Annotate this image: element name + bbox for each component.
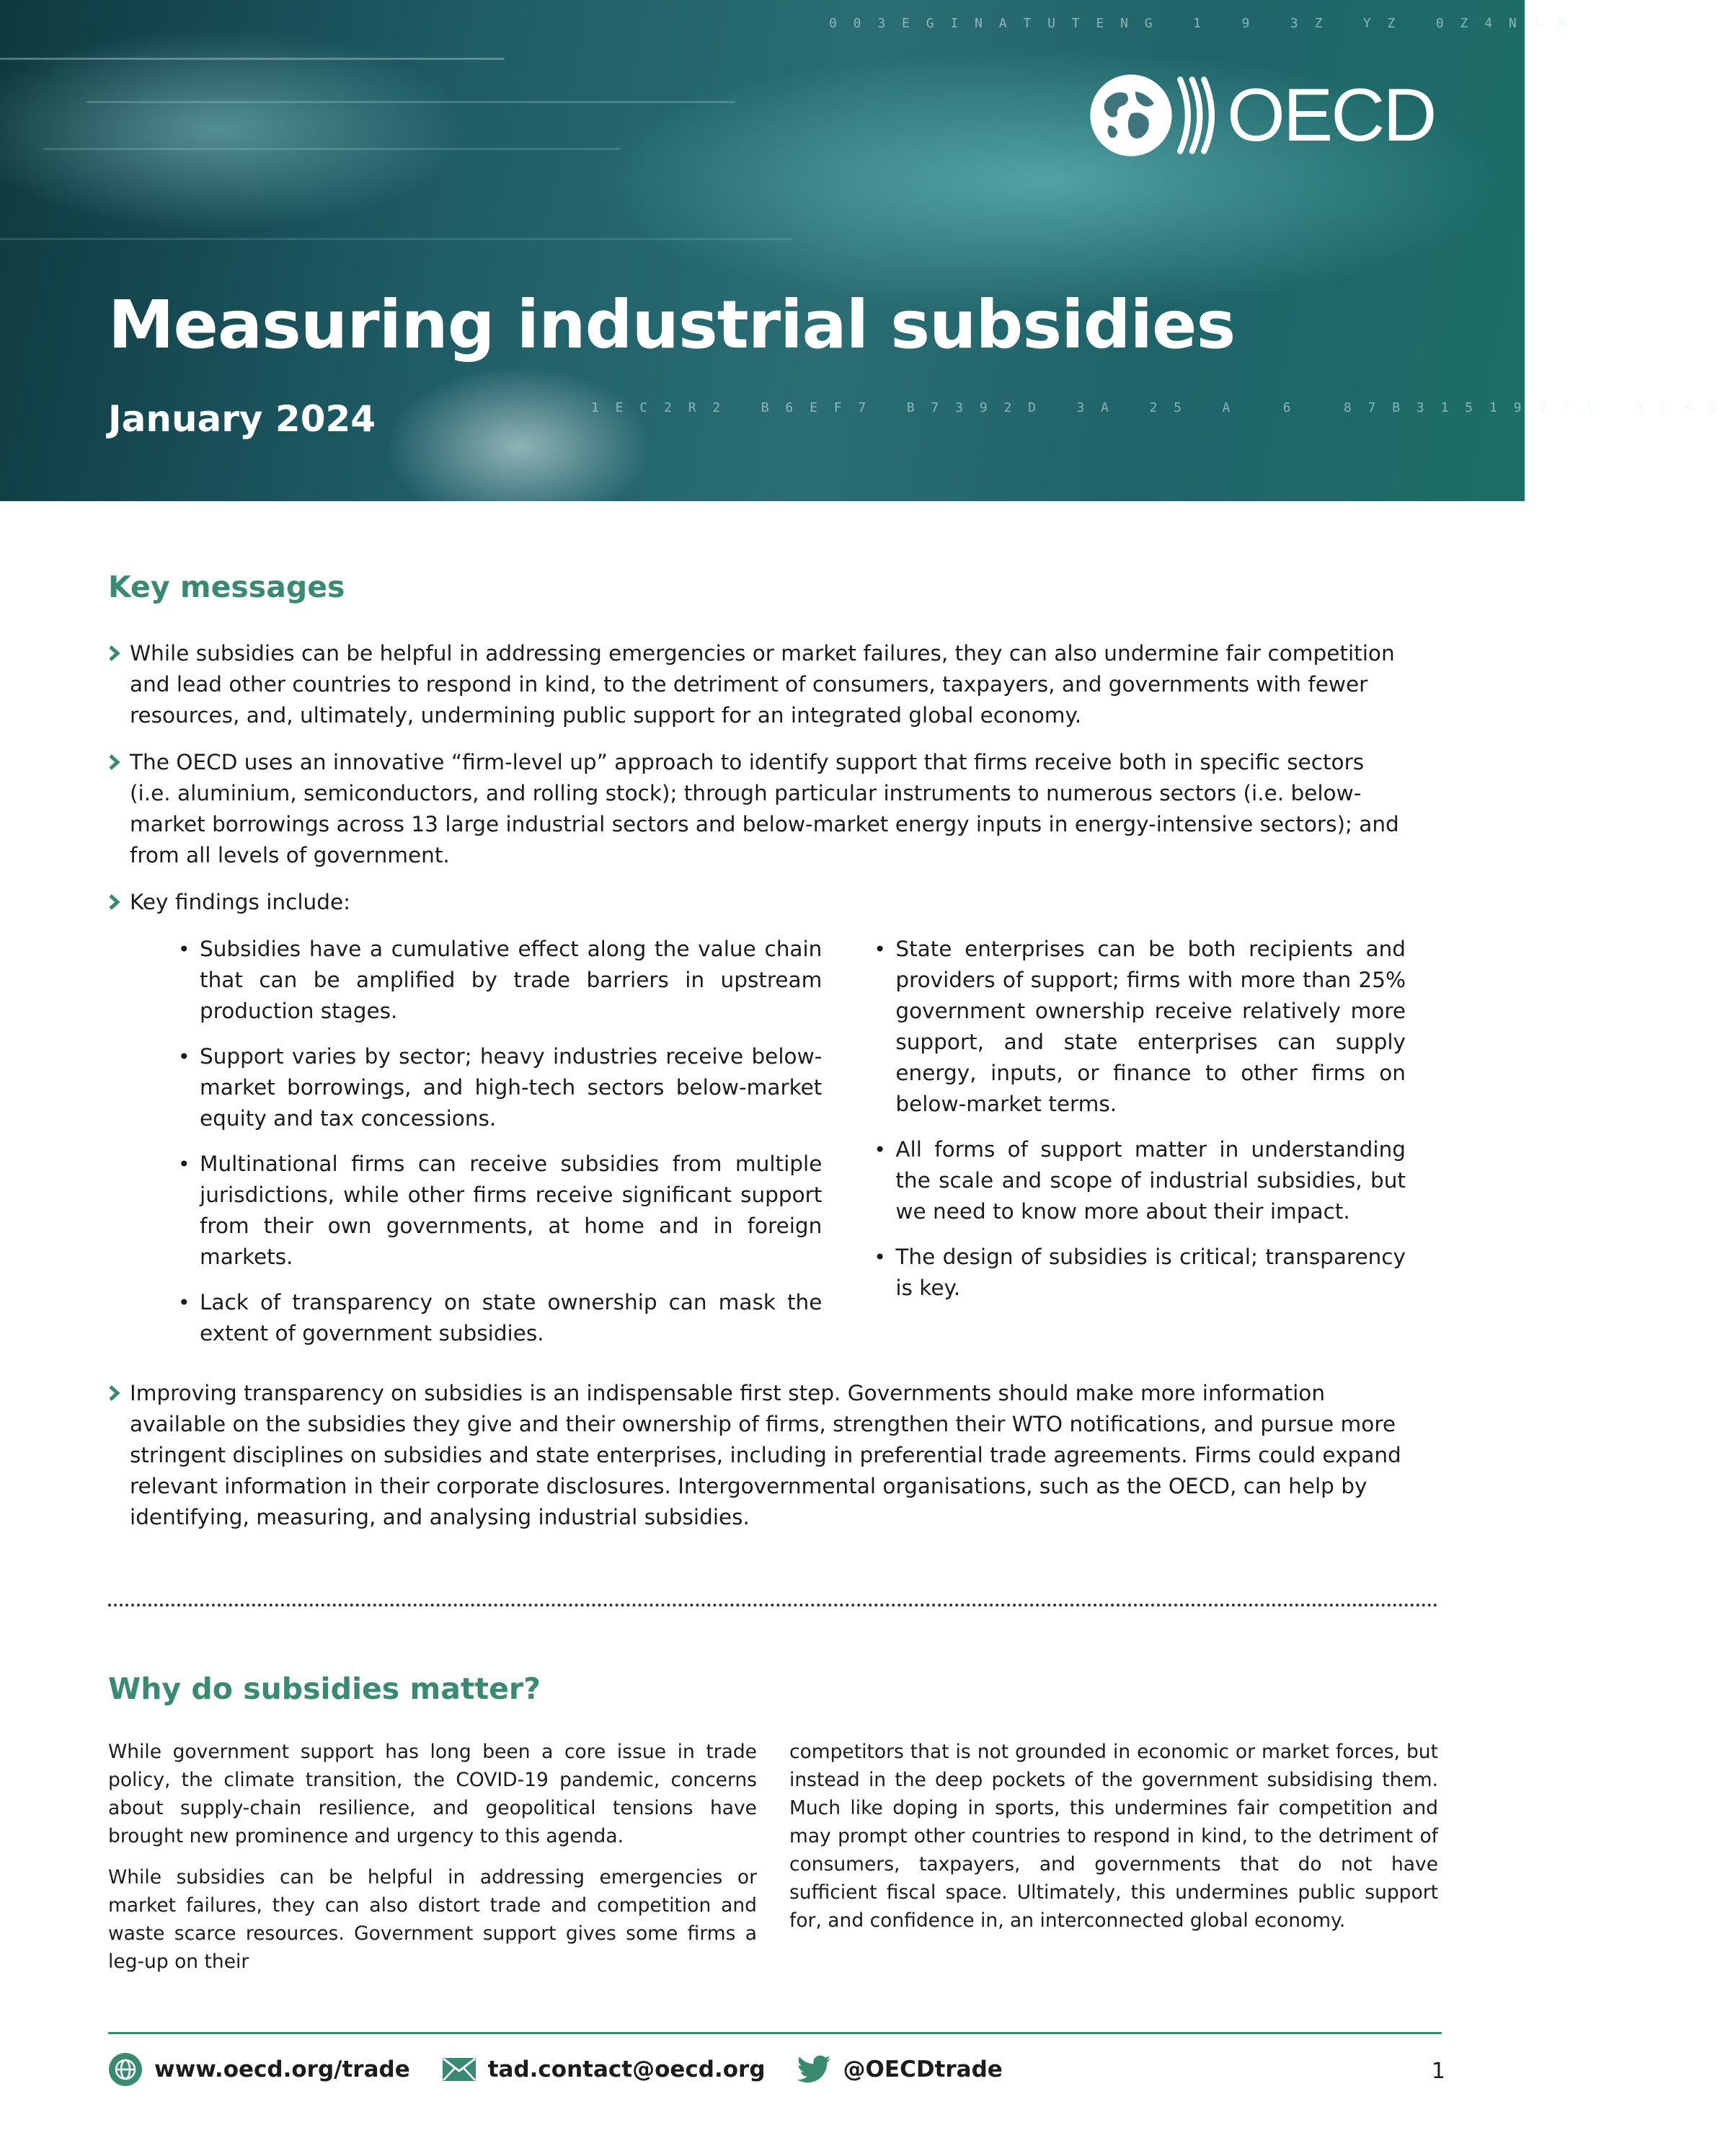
twitter-handle[interactable]: @OECDtrade xyxy=(843,2056,1003,2082)
header-banner xyxy=(0,0,1720,501)
website-link[interactable]: www.oecd.org/trade xyxy=(154,2056,410,2082)
why-subsidies-heading: Why do subsidies matter? xyxy=(108,1671,541,1706)
oecd-logo-mark-icon xyxy=(1176,73,1220,158)
key-findings-right-column xyxy=(872,934,1406,1364)
key-findings-list xyxy=(108,934,1406,1364)
twitter-bird-icon xyxy=(797,2055,832,2084)
key-findings-left-column xyxy=(177,934,822,1364)
email-link[interactable]: tad.contact@oecd.org xyxy=(487,2056,766,2082)
key-message-text: The OECD uses an innovative “firm-level up” approach to identify support that firms receive both in specific sectors (i.e. aluminium, semiconductors, and rolling stock); through particular instruments to numerous sectors (i.e. below-market borrowings across 13 large industrial sectors and below-market energy inputs in energy-intensive sectors); and from all levels of government. xyxy=(130,750,1399,867)
chevron-right-icon xyxy=(108,1384,121,1402)
finding-item: • Subsidies have a cumulative effect along the value chain that can be amplified by trade barriers in upstream production stages. xyxy=(177,934,822,1027)
key-message-text: Improving transparency on subsidies is an indispensable first step. Governments should make more information available on the subsidies they give and their ownership of firms, strengthen their WTO notifications, and pursue more stringent disciplines on subsidies and state enterprises, including in preferential trade agreements. Firms could expand relevant information in their corporate disclosures. Intergovernmental organisations, such as the OECD, can help by identifying, measuring, and analysing industrial subsidies. xyxy=(130,1381,1401,1529)
finding-item: • Support varies by sector; heavy industries receive below-market borrowings, and high-tech sectors below-market equity and tax concessions. xyxy=(177,1041,822,1134)
oecd-globe-icon xyxy=(1089,73,1174,158)
finding-item: • Multinational firms can receive subsidies from multiple jurisdictions, while other firms receive significant support from their own governments, at home and in foreign markets. xyxy=(177,1149,822,1273)
footer-email[interactable] xyxy=(442,2056,766,2082)
key-message-text: While subsidies can be helpful in addressing emergencies or market failures, they can also undermine fair competition and lead other countries to respond in kind, to the detriment of consumers, taxpayers, and governments with fewer resources, and, ultimately, undermining public support for an integrated global economy. xyxy=(130,641,1395,728)
banner-light-streak xyxy=(43,148,620,150)
envelope-icon xyxy=(442,2057,476,2082)
oecd-logo-text: OECD xyxy=(1227,74,1435,157)
body-paragraph: While government support has long been a core issue in trade policy, the climate transition, the COVID-19 pandemic, concerns about supply-chain resilience, and geopolitical tensions have brought new prominence and urgency to this agenda. xyxy=(108,1741,757,1847)
finding-item: • State enterprises can be both recipients and providers of support; firms with more than 25% government ownership receive relatively more support, and state enterprises can supply energy, inputs, or finance to other firms on below-market terms. xyxy=(872,934,1406,1120)
globe-icon xyxy=(108,2052,143,2087)
page-number: 1 xyxy=(1431,2059,1445,2084)
banner-code-glyphs: 1 E C 2 R 2 B 6 E F 7 B 7 3 9 2 D 3 A 2 5 A 6 8 7 B 3 1 5 1 9 0 7 5 9 C H D xyxy=(591,400,1720,415)
footer-website[interactable] xyxy=(108,2052,410,2087)
key-message-paragraph xyxy=(108,1378,1406,1533)
banner-light-streak xyxy=(87,101,735,103)
body-paragraph: competitors that is not grounded in economic or market forces, but instead in the deep pockets of the government subsidising them. Much like doping in sports, this undermines fair competition and may prompt other countries to respond in kind, to the detriment of consumers, taxpayers, and governments that do not have sufficient fiscal space. Ultimately, this undermines public support for, and confidence in, an interconnected global economy. xyxy=(789,1741,1438,1932)
banner-light-streak xyxy=(0,238,793,240)
document-date: January 2024 xyxy=(108,398,376,440)
banner-light-streak xyxy=(0,58,505,60)
section-divider xyxy=(108,1604,1438,1607)
key-findings-intro: Key findings include: xyxy=(130,890,351,914)
key-message-paragraph xyxy=(108,747,1406,871)
why-left-column xyxy=(108,1738,757,1989)
why-right-column xyxy=(789,1738,1438,1989)
key-message-paragraph xyxy=(108,887,1406,918)
footer-twitter[interactable] xyxy=(797,2055,1003,2084)
finding-item: • All forms of support matter in understanding the scale and scope of industrial subsidies, but we need to know more about their impact. xyxy=(872,1134,1406,1227)
document-title: Measuring industrial subsidies xyxy=(108,286,1236,363)
footer xyxy=(108,2051,1445,2087)
oecd-logo xyxy=(1089,72,1435,159)
key-message-paragraph xyxy=(108,638,1406,731)
why-subsidies-body xyxy=(108,1738,1438,1989)
finding-item: • Lack of transparency on state ownership can mask the extent of government subsidies. xyxy=(177,1287,822,1349)
finding-item: • The design of subsidies is critical; transparency is key. xyxy=(872,1242,1406,1304)
banner-code-glyphs: 0 0 3 E G I N A T U T E N G 1 9 3 Z Y Z 0 Z 4 N 1 0 xyxy=(829,16,1570,31)
chevron-right-icon xyxy=(108,754,121,771)
body-paragraph: While subsidies can be helpful in addressing emergencies or market failures, they can also distort trade and competition and waste scarce resources. Government support gives some firms a leg-up on their xyxy=(108,1866,757,1973)
chevron-right-icon xyxy=(108,893,121,911)
key-messages-heading: Key messages xyxy=(108,570,345,604)
footer-rule xyxy=(108,2032,1442,2034)
key-messages-body xyxy=(108,638,1406,1549)
chevron-right-icon xyxy=(108,645,121,662)
